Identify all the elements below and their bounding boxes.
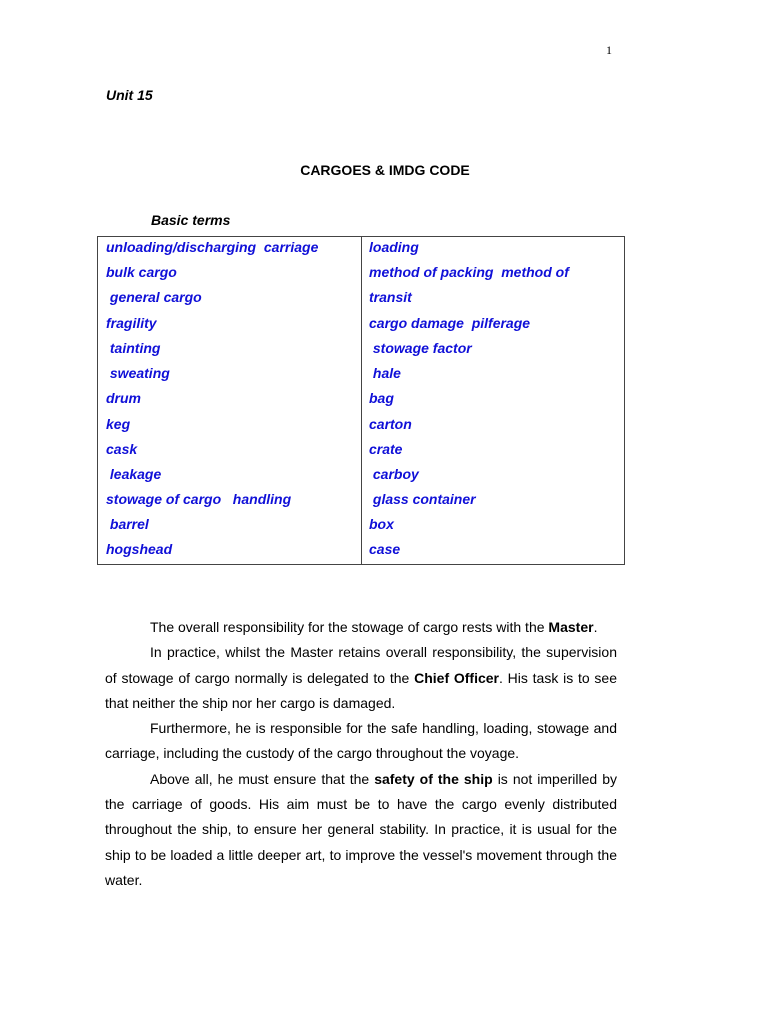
term-item: hale	[369, 365, 401, 381]
term-item: fragility	[106, 315, 157, 331]
term-item: bag	[369, 390, 394, 406]
term-item: transit	[369, 289, 412, 305]
column-divider	[361, 237, 362, 564]
term-item: tainting	[106, 340, 161, 356]
paragraph: Above all, he must ensure that the safety of the ship is not imperilled by the carriage of goods. His aim must be to have the cargo evenly distributed throughout the ship, to ensure her general stability. In practice, it is usual for the ship to be loaded a little deeper art, to improve the vessel's movement through the water.	[105, 770, 617, 888]
paragraph: The overall responsibility for the stowage of cargo rests with the Master.	[150, 619, 598, 635]
document-title: CARGOES & IMDG CODE	[300, 162, 470, 178]
term-item: carboy	[369, 466, 419, 482]
body-text	[105, 615, 617, 893]
term-item: sweating	[106, 365, 170, 381]
term-item: box	[369, 516, 394, 532]
term-item: barrel	[106, 516, 149, 532]
term-item: carton	[369, 416, 412, 432]
term-item: bulk cargo	[106, 264, 177, 280]
page-number: 1	[606, 43, 612, 57]
term-item: method of packing method of	[369, 264, 569, 280]
term-item: loading	[369, 239, 419, 255]
term-item: keg	[106, 416, 131, 432]
term-item: hogshead	[106, 541, 173, 557]
term-item: general cargo	[106, 289, 202, 305]
paragraph: In practice, whilst the Master retains overall responsibility, the supervision of stowage of cargo normally is delegated to the Chief Officer. His task is to see that neither the ship nor her cargo is damaged.	[105, 644, 618, 711]
paragraph: Furthermore, he is responsible for the safe handling, loading, stowage and carriage, including the custody of the cargo throughout the voyage.	[105, 720, 617, 762]
term-item: case	[369, 541, 401, 557]
basic-terms-table	[97, 236, 625, 565]
term-item: glass container	[369, 491, 476, 507]
unit-label: Unit 15	[106, 87, 153, 103]
term-item: unloading/discharging carriage	[106, 239, 319, 255]
term-item: cask	[106, 441, 138, 457]
term-item: stowage of cargo handling	[106, 491, 292, 507]
term-item: crate	[369, 441, 403, 457]
term-item: leakage	[106, 466, 162, 482]
term-item: cargo damage pilferage	[369, 315, 531, 331]
term-item: drum	[106, 390, 141, 406]
section-heading: Basic terms	[151, 212, 231, 228]
term-item: stowage factor	[369, 340, 472, 356]
